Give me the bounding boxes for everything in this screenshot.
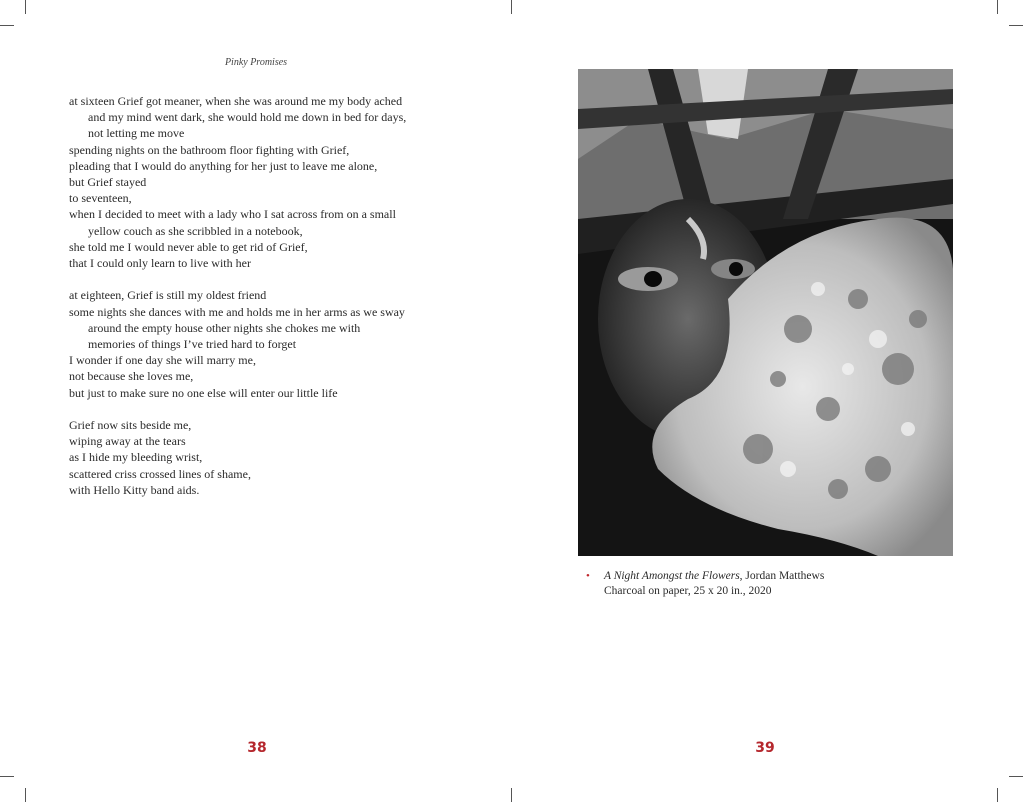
poem-line: and my mind went dark, she would hold me down in bed for days, [88, 110, 407, 125]
crop-mark [511, 0, 512, 14]
poem-line: around the empty house other nights she chokes me with [88, 320, 361, 335]
poem-line: pleading that I would do anything for her just to leave me alone, [69, 158, 378, 173]
artwork-caption [586, 569, 824, 599]
poem-line: she told me I would never able to get rid of Grief, [69, 239, 308, 254]
poem-line: I wonder if one day she will marry me, [69, 353, 256, 368]
caption-bullet: • [586, 570, 590, 582]
crop-mark [1009, 776, 1023, 777]
poem-line: but just to make sure no one else will enter our little life [69, 385, 338, 400]
poem-line: memories of things I’ve tried hard to forget [88, 337, 297, 352]
poem-line: yellow couch as she scribbled in a notebook, [88, 223, 303, 238]
page-number-left: 38 [247, 740, 267, 756]
crop-mark [0, 776, 14, 777]
crop-mark [0, 25, 14, 26]
poem-line: that I could only learn to live with her [69, 256, 251, 271]
running-head: Pinky Promises [224, 57, 288, 68]
page-number-right: 39 [755, 740, 775, 756]
caption-title-line [586, 569, 824, 584]
poem-line: some nights she dances with me and holds me in her arms as we sway [69, 304, 405, 319]
artwork-artist: , Jordan Matthews [739, 570, 825, 582]
poem-line: to seventeen, [69, 191, 132, 206]
artwork-details: Charcoal on paper, 25 x 20 in., 2020 [604, 585, 772, 597]
crop-mark [511, 788, 512, 802]
poem-line: when I decided to meet with a lady who I sat across from on a small [69, 207, 396, 222]
poem-line: not because she loves me, [69, 369, 194, 384]
artwork-image [578, 69, 953, 556]
poem-line: wiping away at the tears [69, 434, 186, 449]
stanza-break [69, 401, 454, 417]
artwork-title: A Night Amongst the Flowers [604, 570, 740, 582]
crop-mark [25, 788, 26, 802]
poem-line: at eighteen, Grief is still my oldest friend [69, 288, 267, 303]
poem-line: but Grief stayed [69, 175, 147, 190]
crop-mark [997, 788, 998, 802]
crop-mark [25, 0, 26, 14]
poem-line: spending nights on the bathroom floor fighting with Grief, [69, 142, 350, 157]
crop-mark [1009, 25, 1023, 26]
poem-line: scattered criss crossed lines of shame, [69, 466, 251, 481]
poem-line: at sixteen Grief got meaner, when she was around me my body ached [69, 94, 403, 108]
stanza-break [69, 271, 454, 287]
poem-line: not letting me move [88, 126, 185, 141]
crop-mark [997, 0, 998, 14]
poem-line: with Hello Kitty band aids. [69, 482, 200, 497]
poem-line: Grief now sits beside me, [69, 418, 192, 433]
poem-line: as I hide my bleeding wrist, [69, 450, 203, 465]
poem-body [69, 93, 454, 498]
